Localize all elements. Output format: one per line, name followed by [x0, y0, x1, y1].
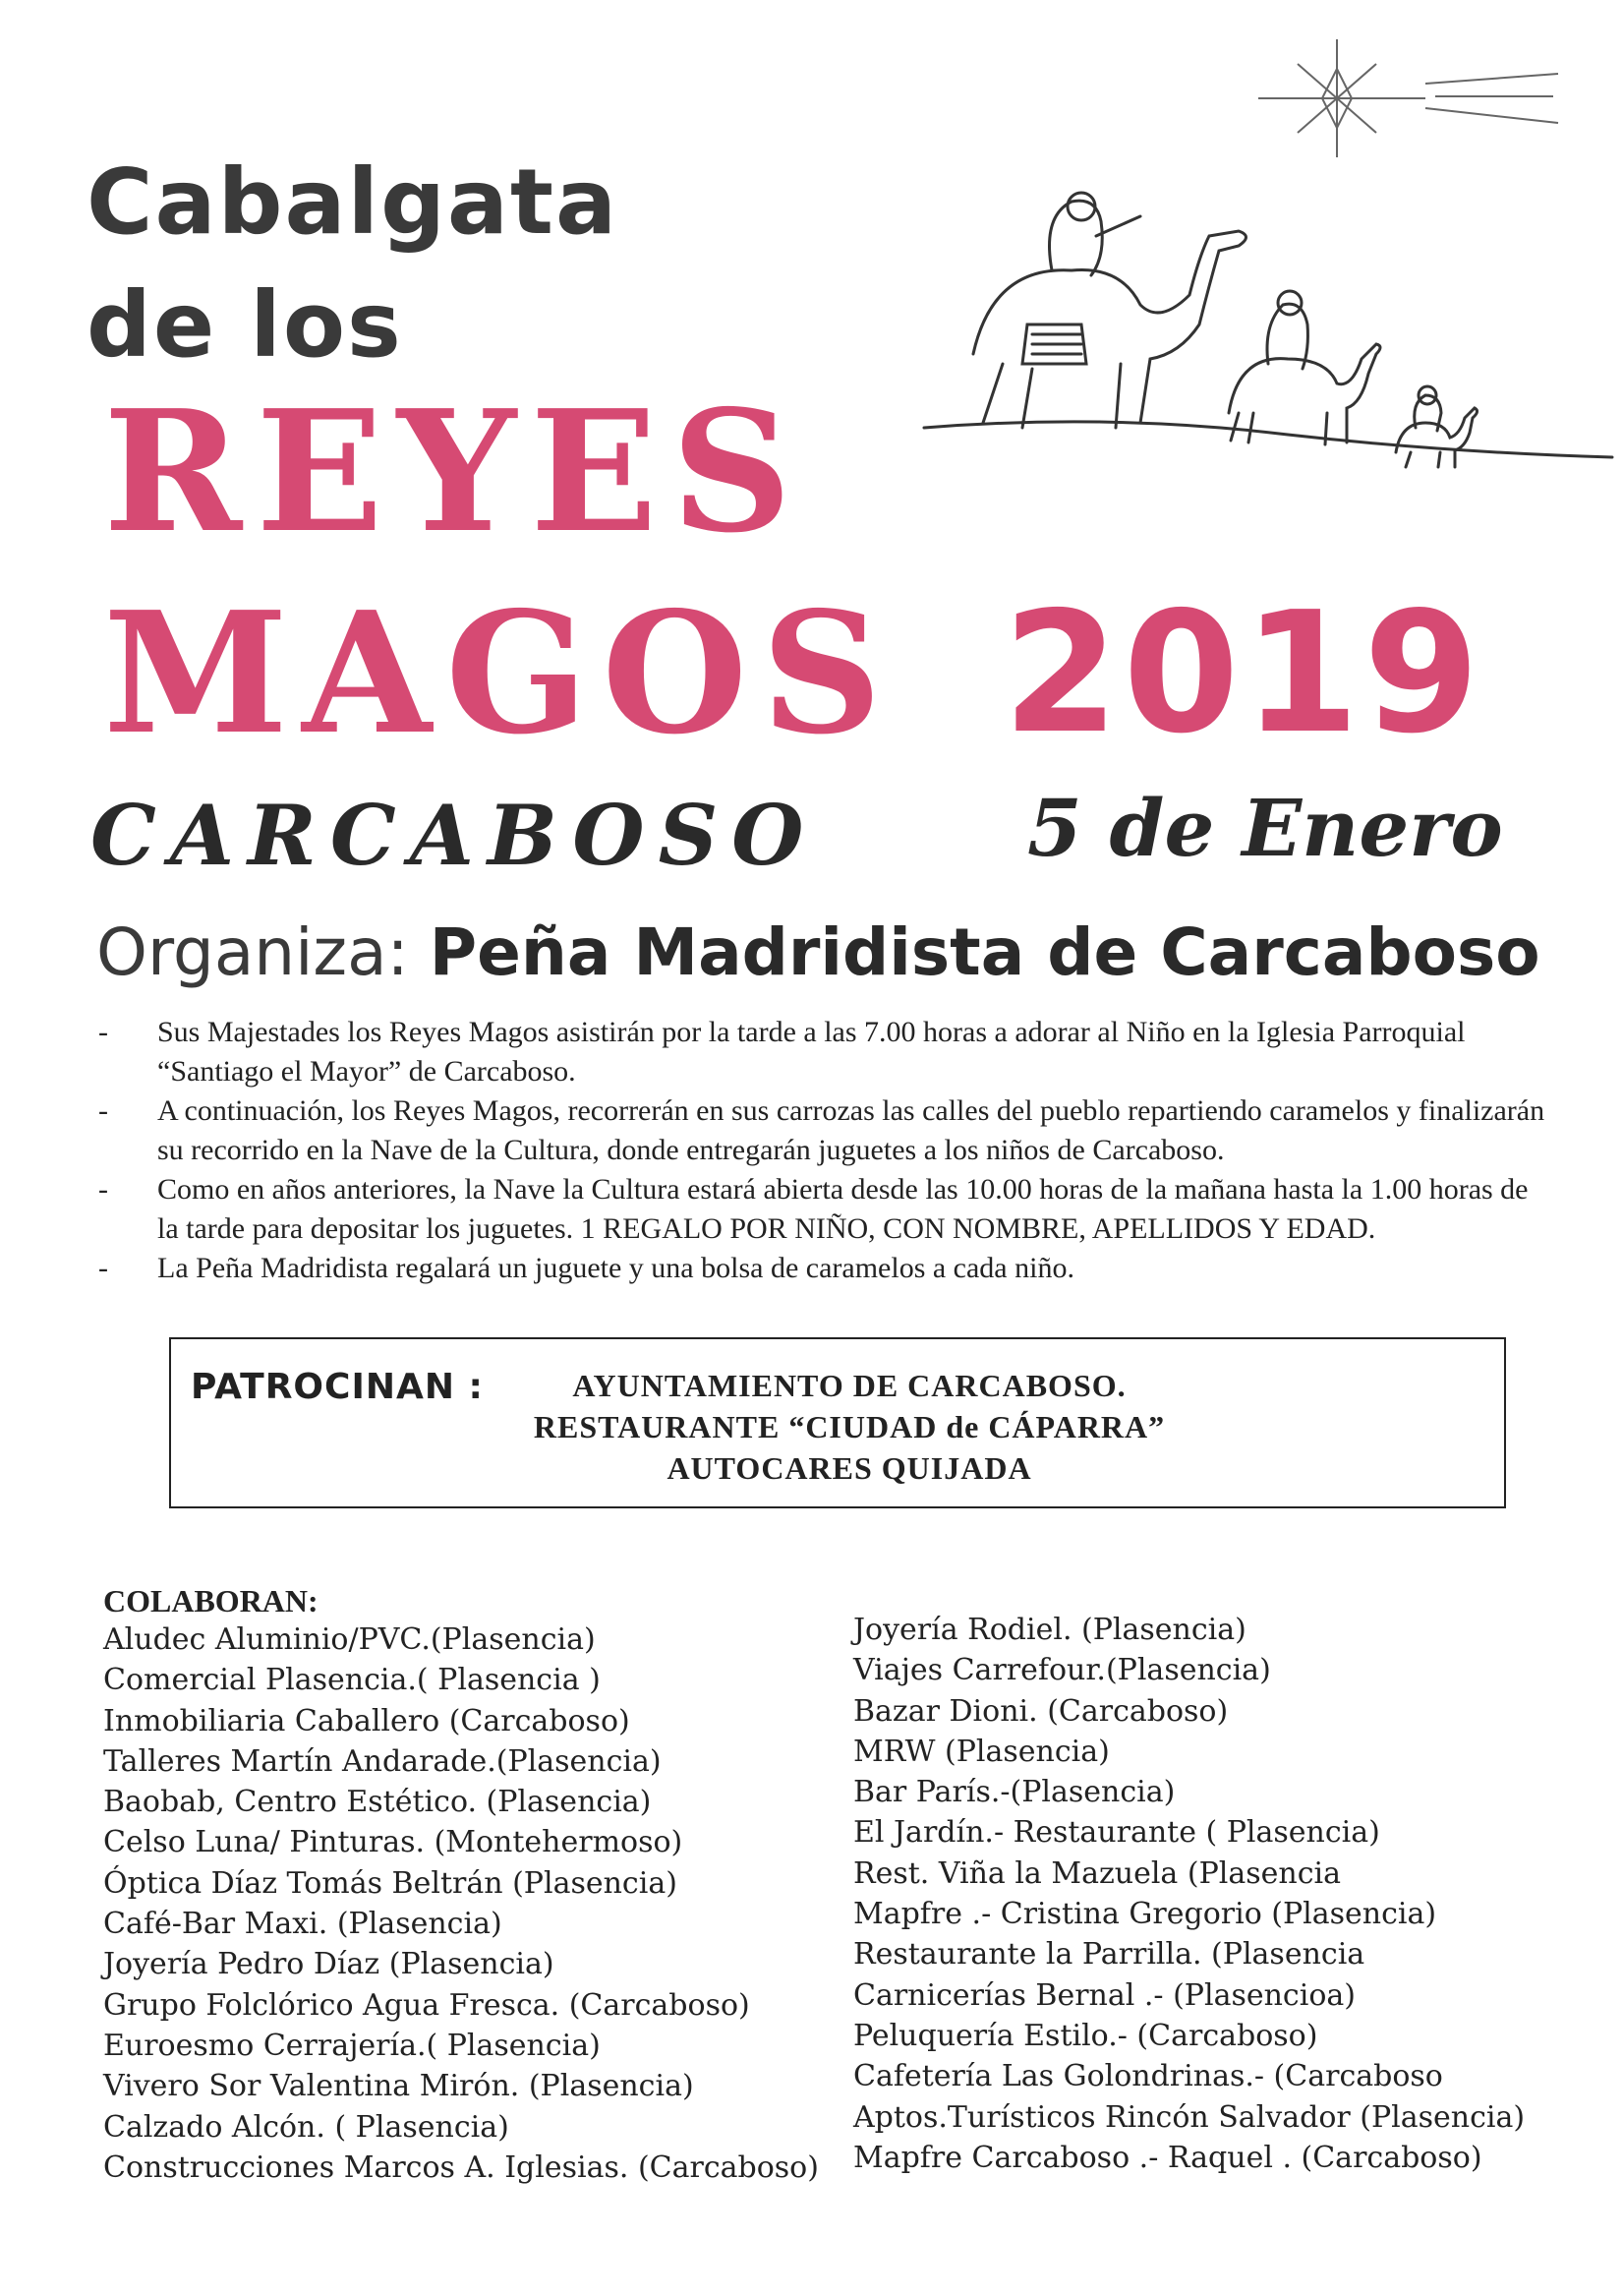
sponsor-item: RESTAURANTE “CIUDAD de CÁPARRA” [533, 1409, 1166, 1444]
event-details-list [98, 1013, 1553, 1288]
list-item: Comercial Plasencia.( Plasencia ) [103, 1663, 601, 1698]
bullet-marker: - [98, 1016, 108, 1048]
list-item: Baobab, Centro Estético. (Plasencia) [103, 1785, 652, 1820]
list-item: Vivero Sor Valentina Mirón. (Plasencia) [103, 2069, 694, 2104]
sponsors-list [358, 1365, 1341, 1489]
list-item: Café-Bar Maxi. (Plasencia) [103, 1907, 502, 1942]
list-item: Viajes Carrefour.(Plasencia) [853, 1653, 1271, 1688]
title-year: 2019 [1003, 576, 1484, 771]
list-item: Joyería Rodiel. (Plasencia) [853, 1613, 1246, 1647]
collaborators-right-column [853, 1610, 1525, 2178]
star-icon [1229, 29, 1563, 167]
list-item: - Como en años anteriores, la Nave la Cultura estará abierta desde las 10.00 horas de la mañana hasta la 1.00 horas de la tarde para depositar los juguetes. 1 REGALO POR NIÑO, CON NOMBRE, APELLIDOS Y EDAD. [98, 1170, 1553, 1249]
list-item: Óptica Díaz Tomás Beltrán (Plasencia) [103, 1865, 677, 1901]
title-line-cabalgata: Cabalgata [87, 149, 619, 255]
list-item: Bar París.-(Plasencia) [853, 1775, 1176, 1810]
sponsor-item: AUTOCARES QUIJADA [667, 1450, 1032, 1486]
bullet-marker: - [98, 1173, 108, 1206]
sponsors-label: PATROCINAN : [191, 1367, 484, 1407]
organizer-name: Peña Madridista de Carcaboso [429, 914, 1540, 990]
list-item: Construcciones Marcos A. Iglesias. (Carcaboso) [103, 2149, 819, 2185]
title-line-reyes: REYES [103, 374, 806, 570]
town-name: CARCABOSO [90, 787, 818, 884]
list-item: Mapfre .- Cristina Gregorio (Plasencia) [853, 1897, 1437, 1932]
list-item: Carnicerías Bernal .- (Plasencioa) [853, 1977, 1356, 2013]
list-item: - A continuación, los Reyes Magos, recorrerán en sus carrozas las calles del pueblo repartiendo caramelos y finalizarán su recorrido en la Nave de la Cultura, donde entregarán juguetes a los niños de Carcaboso. [98, 1091, 1553, 1170]
list-item: Cafetería Las Golondrinas.- (Carcaboso [853, 2059, 1443, 2094]
collaborators-heading: COLABORAN: [103, 1583, 319, 1619]
list-item: Aludec Aluminio/PVC.(Plasencia) [103, 1622, 596, 1657]
list-item: Calzado Alcón. ( Plasencia) [103, 2109, 509, 2145]
bullet-marker: - [98, 1094, 108, 1127]
list-item: Joyería Pedro Díaz (Plasencia) [103, 1947, 554, 1982]
sponsor-item: AYUNTAMIENTO DE CARCABOSO. [572, 1368, 1127, 1403]
organizer-label: Organiza: [96, 914, 409, 990]
list-item: - Sus Majestades los Reyes Magos asistirán por la tarde a las 7.00 horas a adorar al Niño en la Iglesia Parroquial “Santiago el Mayor” de Carcaboso. [98, 1013, 1553, 1091]
list-item: Talleres Martín Andarade.(Plasencia) [103, 1743, 662, 1779]
title-line-de-los: de los [87, 272, 403, 378]
list-item: El Jardín.- Restaurante ( Plasencia) [853, 1815, 1380, 1851]
bullet-marker: - [98, 1252, 108, 1284]
list-item: Mapfre Carcaboso .- Raquel . (Carcaboso) [853, 2140, 1482, 2175]
list-item: Inmobiliaria Caballero (Carcaboso) [103, 1703, 630, 1738]
list-item: Bazar Dioni. (Carcaboso) [853, 1693, 1229, 1729]
list-item: MRW (Plasencia) [853, 1734, 1110, 1769]
list-item: Grupo Folclórico Agua Fresca. (Carcaboso) [103, 1987, 750, 2023]
list-item: Celso Luna/ Pinturas. (Montehermoso) [103, 1825, 683, 1860]
list-item: Euroesmo Cerrajería.( Plasencia) [103, 2028, 601, 2063]
list-item: Rest. Viña la Mazuela (Plasencia [853, 1855, 1341, 1891]
list-item: - La Peña Madridista regalará un juguete y una bolsa de caramelos a cada niño. [98, 1249, 1553, 1288]
organizer-line [96, 914, 1540, 990]
list-item: Aptos.Turísticos Rincón Salvador (Plasencia) [853, 2099, 1526, 2135]
sponsors-box [169, 1337, 1506, 1508]
list-item: Peluquería Estilo.- (Carcaboso) [853, 2018, 1318, 2053]
list-item: Restaurante la Parrilla. (Plasencia [853, 1937, 1365, 1972]
event-date: 5 de Enero [1027, 782, 1503, 874]
three-kings-camels-illustration [914, 177, 1622, 472]
collaborators-left-column [103, 1619, 819, 2188]
title-line-magos: MAGOS [103, 575, 897, 772]
